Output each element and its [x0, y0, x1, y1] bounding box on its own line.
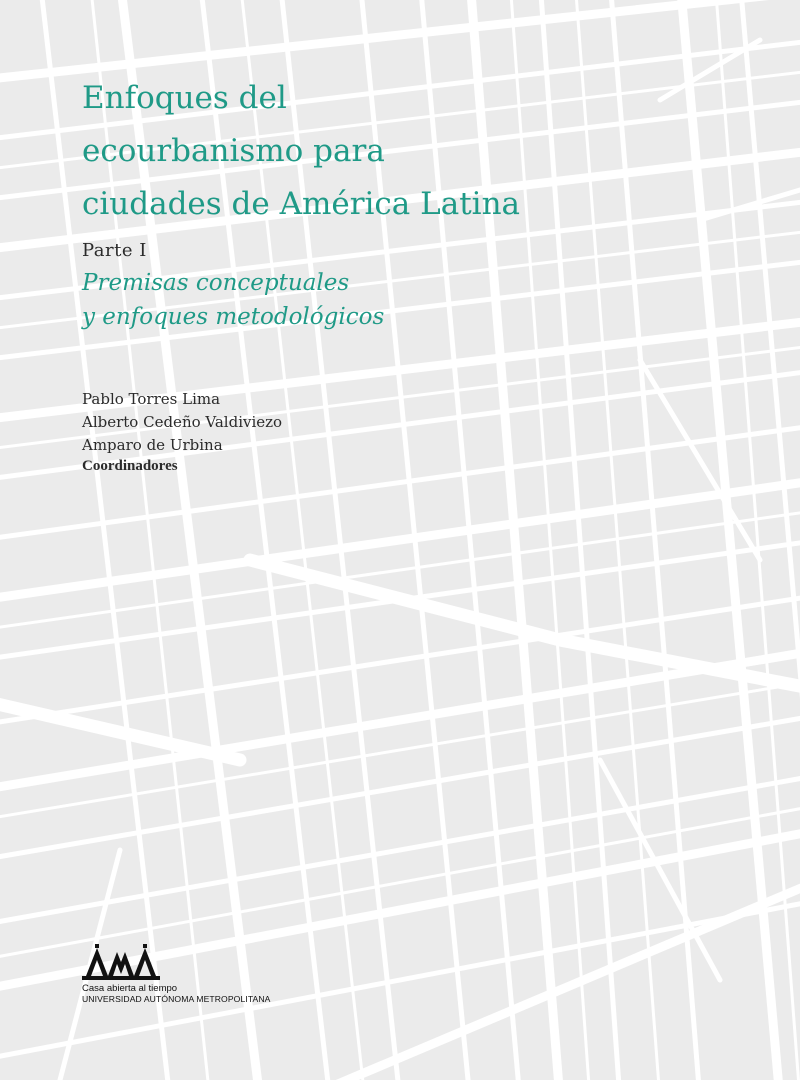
author-role: Coordinadores: [82, 458, 178, 474]
author-name: Pablo Torres Lima: [82, 390, 221, 408]
publisher-logo: [82, 942, 282, 1005]
book-subtitle: [82, 266, 384, 334]
book-title: [82, 72, 722, 231]
author-name: Amparo de Urbina: [82, 436, 223, 454]
book-subtitle-line: y enfoques metodológicos: [82, 304, 385, 330]
uam-logo-icon: [82, 942, 160, 980]
book-title-line: ciudades de América Latina: [82, 186, 521, 222]
publisher-motto: Casa abierta al tiempo: [82, 983, 178, 994]
publisher-name: UNIVERSIDAD AUTÓNOMA METROPOLITANA: [82, 994, 271, 1004]
book-subtitle-line: Premisas conceptuales: [82, 270, 350, 296]
author-name: Alberto Cedeño Valdiviezo: [82, 413, 283, 431]
book-title-line: ecourbanismo para: [82, 133, 385, 169]
book-title-line: Enfoques del: [82, 80, 287, 116]
author-list: [82, 388, 282, 457]
part-label: Parte I: [82, 240, 147, 261]
